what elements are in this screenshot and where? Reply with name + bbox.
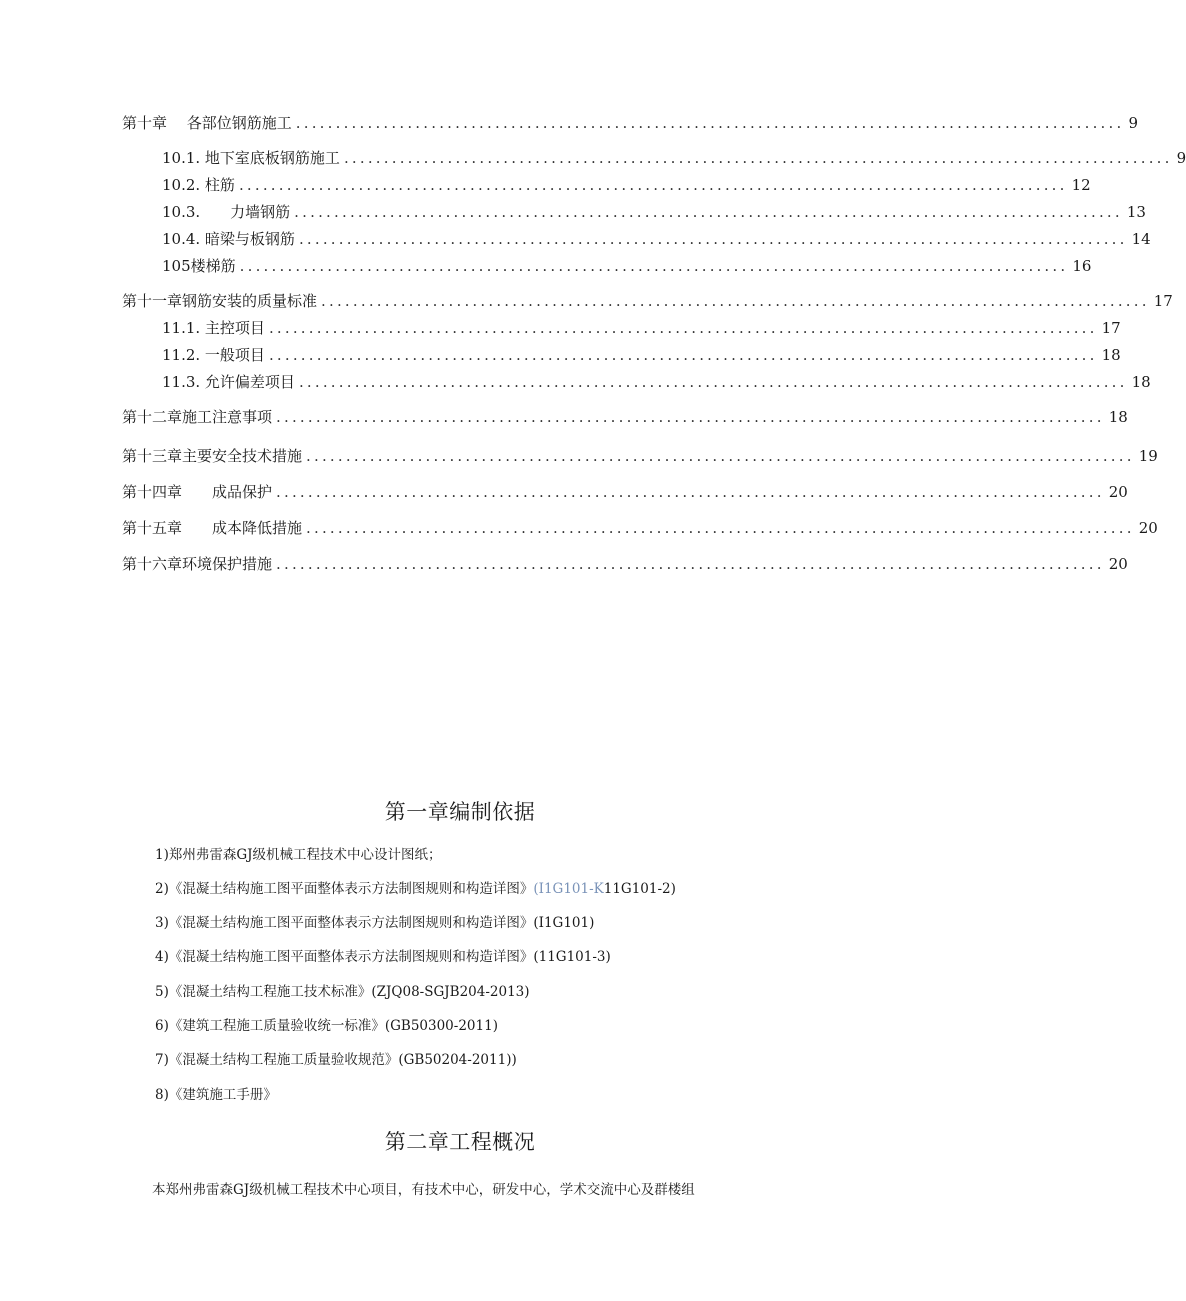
toc-entry-title: 10.1. 地下室底板钢筋施工 [162,149,340,167]
basis-item: 1)郑州弗雷森GJ级机械工程技术中心设计图纸； [155,847,442,863]
toc-entry-title: 第十五章 成本降低措施 [122,519,303,537]
toc-entry-page: 13 [1126,203,1146,221]
toc-entry[interactable] [122,554,1128,574]
toc-leader-dots: ........................................................................................................ [298,373,1128,391]
toc-leader-dots: ........................................................................................................ [295,114,1125,132]
toc-leader-dots: ........................................................................................................ [239,257,1069,275]
toc-leader-dots: ........................................................................................................ [343,149,1173,167]
toc-leader-dots: ........................................................................................................ [238,176,1068,194]
toc-entry-title: 10.2. 柱筋 [162,176,235,194]
toc-entry-title: 第十章 各部位钢筋施工 [122,114,292,132]
toc-entry-page: 16 [1072,257,1092,275]
toc-entry-page: 17 [1101,319,1121,337]
toc-entry-title: 第十四章 成品保护 [122,483,273,501]
basis-item: 8)《建筑施工手册》 [155,1087,277,1103]
toc-entry-page: 18 [1131,373,1151,391]
toc-entry-title: 10.4. 暗梁与板钢筋 [162,230,295,248]
basis-item: 3)《混凝土结构施工图平面整体表示方法制图规则和构造详图》(I1G101) [155,915,595,931]
basis-item: 4)《混凝土结构施工图平面整体表示方法制图规则和构造详图》(11G101-3) [155,949,611,965]
toc-leader-dots: ........................................................................................................ [276,408,1105,426]
toc-entry-page: 9 [1176,149,1186,167]
toc-entry[interactable] [122,446,1158,466]
toc-entry[interactable] [162,202,1146,222]
toc-entry-title: 11.3. 允许偏差项目 [162,373,295,391]
toc-leader-dots: ........................................................................................................ [276,483,1105,501]
basis-item: 5)《混凝土结构工程施工技术标准》(ZJQ08-SGJB204-2013) [155,984,530,1000]
toc-entry-title: 11.2. 一般项目 [162,346,265,364]
toc-entry[interactable] [122,291,1173,311]
basis-item: 7)《混凝土结构工程施工质量验收规范》(GB50204-2011)) [155,1052,517,1068]
toc-entry-title: 11.1. 主控项目 [162,319,265,337]
toc-leader-dots: ........................................................................................................ [276,555,1105,573]
toc-entry[interactable] [162,372,1151,392]
toc-entry[interactable] [162,318,1121,338]
standard-code-link[interactable]: (I1G101-K [533,881,604,897]
toc-entry-title: 105楼梯筋 [162,257,236,275]
toc-leader-dots: ........................................................................................................ [294,203,1123,221]
toc-entry-title: 第十二章施工注意事项 [122,408,273,426]
toc-entry[interactable] [162,256,1092,276]
toc-entry-title: 第十六章环境保护措施 [122,555,273,573]
toc-leader-dots: ........................................................................................................ [306,519,1135,537]
toc-leader-dots: ........................................................................................................ [321,292,1150,310]
toc-entry[interactable] [122,518,1158,538]
toc-entry[interactable] [122,482,1128,502]
toc-entry-page: 18 [1101,346,1121,364]
toc-leader-dots: ........................................................................................................ [306,447,1135,465]
toc-entry-page: 19 [1138,447,1158,465]
toc-entry[interactable] [162,229,1151,249]
toc-entry-page: 9 [1128,114,1139,132]
toc-entry-page: 18 [1108,408,1128,426]
chapter-1-heading: 第一章编制依据 [384,800,536,824]
toc-entry[interactable] [162,345,1121,365]
toc-leader-dots: ........................................................................................................ [268,319,1098,337]
toc-entry-title: 第十一章钢筋安装的质量标准 [122,292,318,310]
basis-item-text: 2)《混凝土结构施工图平面整体表示方法制图规则和构造详图》 [155,881,534,897]
toc-entry-page: 20 [1138,519,1158,537]
basis-item [155,880,676,898]
basis-item: 6)《建筑工程施工质量验收统一标准》(GB50300-2011) [155,1018,498,1034]
toc-entry-title: 10.3. 力墙钢筋 [162,203,291,221]
toc-entry[interactable] [122,113,1139,133]
toc-entry-page: 20 [1108,555,1128,573]
basis-item-tail: 11G101-2) [603,881,676,897]
chapter-2-heading: 第二章工程概况 [384,1130,536,1154]
toc-entry[interactable] [122,407,1128,427]
toc-entry[interactable] [162,175,1091,195]
toc-leader-dots: ........................................................................................................ [268,346,1098,364]
toc-entry-title: 第十三章主要安全技术措施 [122,447,303,465]
toc-entry-page: 12 [1071,176,1091,194]
toc-entry-page: 14 [1131,230,1151,248]
toc-entry-page: 17 [1153,292,1173,310]
toc-entry[interactable] [162,148,1186,168]
toc-entry-page: 20 [1108,483,1128,501]
toc-leader-dots: ........................................................................................................ [298,230,1128,248]
project-overview-paragraph: 本郑州弗雷森GJ级机械工程技术中心项目，有技术中心，研发中心，学术交流中心及群楼组 [152,1182,695,1198]
